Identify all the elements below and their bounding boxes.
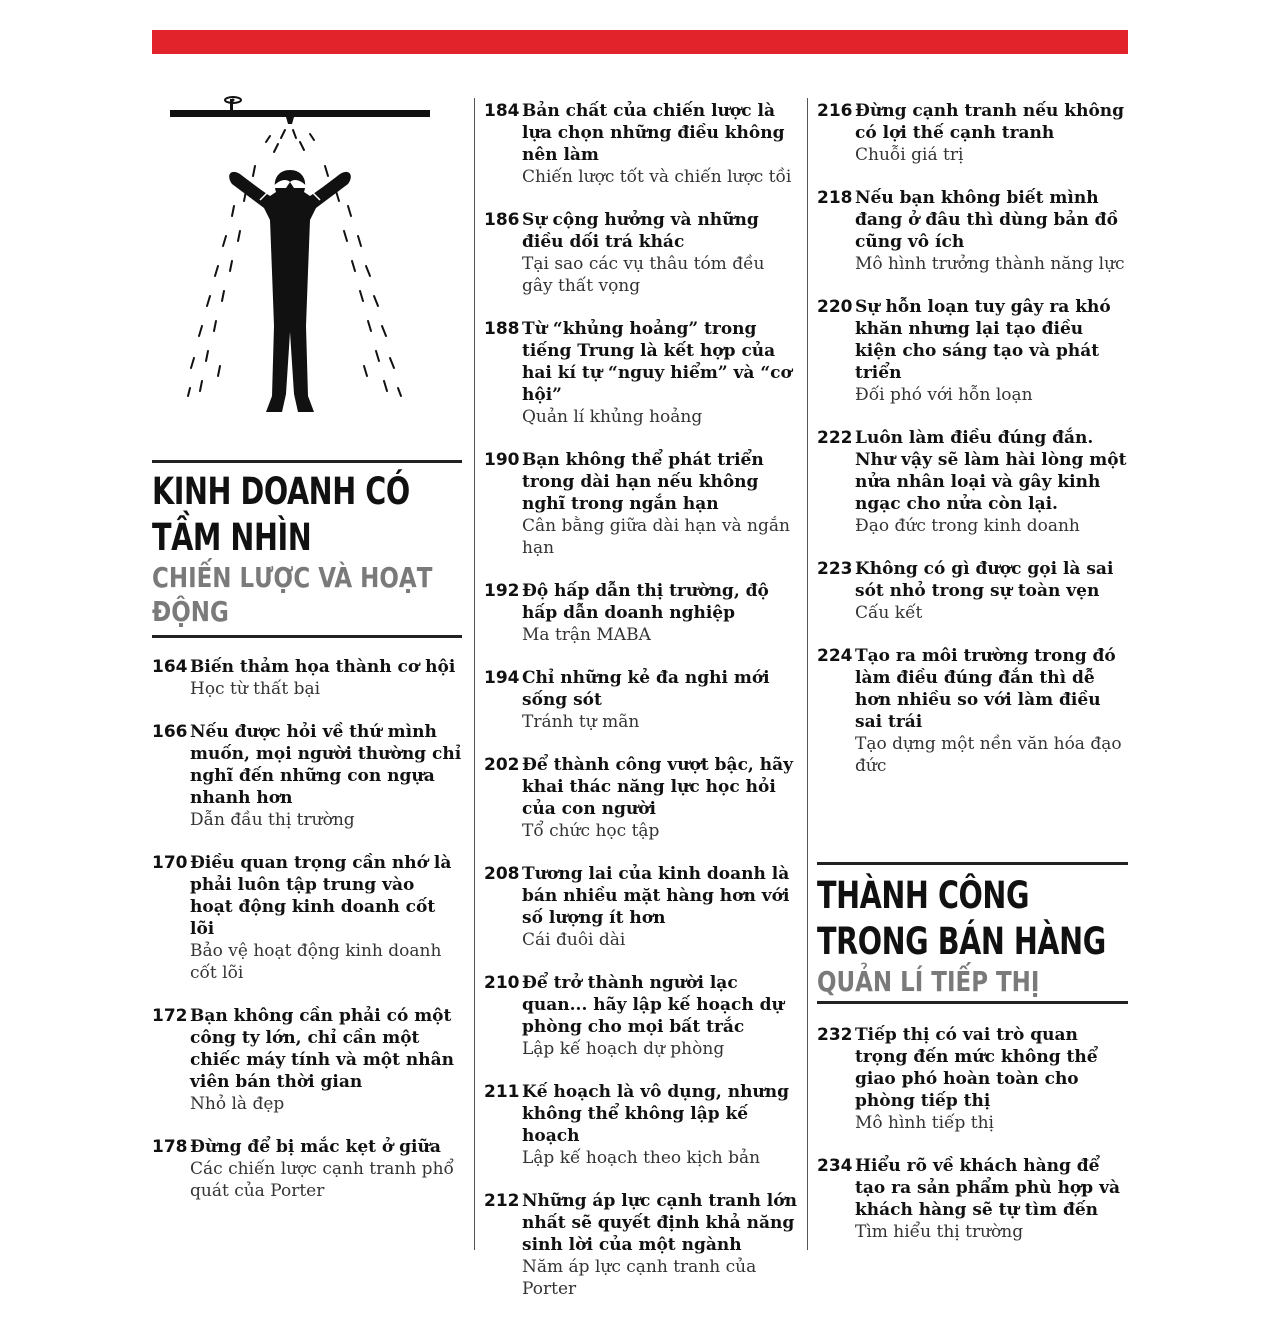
entry-subtitle: Mô hình tiếp thị xyxy=(855,1113,994,1133)
toc-entry xyxy=(484,1081,798,1169)
entry-subtitle: Chiến lược tốt và chiến lược tồi xyxy=(522,167,792,187)
toc-entry-text xyxy=(522,972,798,1060)
entry-subtitle: Đối phó với hỗn loạn xyxy=(855,385,1033,405)
toc-entry xyxy=(484,863,798,951)
section-title-line: KINH DOANH CÓ xyxy=(152,470,410,513)
toc-entry xyxy=(484,972,798,1060)
toc-entry-text xyxy=(522,667,798,733)
page-number: 172 xyxy=(152,1006,188,1026)
toc-entry-text xyxy=(855,427,1128,537)
page-number: 222 xyxy=(817,428,853,448)
entry-subtitle: Tổ chức học tập xyxy=(522,821,660,841)
entry-subtitle: Ma trận MABA xyxy=(522,625,651,645)
entry-title: Để trở thành người lạc quan... hãy lập kế hoạch dự phòng cho mọi bất trắc xyxy=(522,973,784,1037)
toc-entry-text xyxy=(522,318,798,428)
entry-title: Từ “khủng hoảng” trong tiếng Trung là kết hợp của hai kí tự “nguy hiểm” và “cơ hội” xyxy=(522,319,792,405)
toc-entry xyxy=(484,754,798,842)
entry-subtitle: Đạo đức trong kinh doanh xyxy=(855,516,1080,536)
section-title-line: TRONG BÁN HÀNG xyxy=(817,920,1106,963)
entry-subtitle: Các chiến lược cạnh tranh phổ quát của Porter xyxy=(190,1159,454,1201)
page-number: 166 xyxy=(152,722,188,742)
section-title xyxy=(152,463,461,561)
entry-subtitle: Nhỏ là đẹp xyxy=(190,1094,285,1114)
entry-title: Đừng để bị mắc kẹt ở giữa xyxy=(190,1137,441,1157)
entry-subtitle: Bảo vệ hoạt động kinh doanh cốt lõi xyxy=(190,941,442,983)
entry-title: Bản chất của chiến lược là lựa chọn những điều không nên làm xyxy=(522,101,785,165)
page-number: 192 xyxy=(484,581,520,601)
section-subtitle xyxy=(817,965,1128,1001)
toc-column-left xyxy=(152,656,462,1223)
page-number: 211 xyxy=(484,1082,520,1102)
page-number: 184 xyxy=(484,101,520,121)
entry-subtitle: Tạo dựng một nền văn hóa đạo đức xyxy=(855,734,1122,776)
section-subtitle-line: CHIẾN LƯỢC VÀ HOẠT xyxy=(152,561,433,594)
entry-title: Những áp lực cạnh tranh lớn nhất sẽ quyết định khả năng sinh lời của một ngành xyxy=(522,1191,797,1255)
entry-title: Đừng cạnh tranh nếu không có lợi thế cạnh tranh xyxy=(855,101,1125,143)
section-title xyxy=(817,865,1127,965)
toc-entry xyxy=(152,1136,462,1202)
toc-entry-text xyxy=(522,754,798,842)
page-number: 234 xyxy=(817,1156,853,1176)
entry-title: Tương lai của kinh doanh là bán nhiều mặt hàng hơn với số lượng ít hơn xyxy=(522,864,790,928)
entry-title: Tạo ra môi trường trong đó làm điều đúng đắn thì dễ hơn nhiều so với làm điều sai trái xyxy=(855,646,1116,732)
toc-entry xyxy=(152,852,462,984)
toc-entry xyxy=(817,187,1128,275)
page-number: 220 xyxy=(817,297,853,317)
page-number: 164 xyxy=(152,657,188,677)
heading-rule xyxy=(152,635,462,638)
entry-subtitle: Mô hình trưởng thành năng lực xyxy=(855,254,1125,274)
page-number: 210 xyxy=(484,973,520,993)
toc-entry-text xyxy=(190,1005,462,1115)
toc-entry-text xyxy=(190,721,462,831)
page-number: 216 xyxy=(817,101,853,121)
entry-title: Điều quan trọng cần nhớ là phải luôn tập trung vào hoạt động kinh doanh cốt lõi xyxy=(190,853,452,939)
toc-entry xyxy=(817,296,1128,406)
entry-title: Luôn làm điều đúng đắn. Như vậy sẽ làm hài lòng một nửa nhân loại và gây kinh ngạc cho nửa còn lại. xyxy=(855,428,1127,514)
toc-entry xyxy=(152,721,462,831)
toc-entry xyxy=(484,100,798,188)
toc-entry xyxy=(152,656,462,700)
toc-entry-text xyxy=(190,1136,462,1202)
entry-title: Độ hấp dẫn thị trường, độ hấp dẫn doanh nghiệp xyxy=(522,581,769,623)
toc-entry-text xyxy=(522,863,798,951)
section-title-line: THÀNH CÔNG xyxy=(817,874,1030,917)
section-subtitle-line: QUẢN LÍ TIẾP THỊ xyxy=(817,965,1040,998)
page-number: 232 xyxy=(817,1025,853,1045)
entry-title: Bạn không thể phát triển trong dài hạn nếu không nghĩ trong ngắn hạn xyxy=(522,450,764,514)
entry-subtitle: Quản lí khủng hoảng xyxy=(522,407,703,427)
entry-subtitle: Lập kế hoạch dự phòng xyxy=(522,1039,725,1059)
entry-subtitle: Cái đuôi dài xyxy=(522,930,626,950)
section-subtitle-line: ĐỘNG xyxy=(152,595,229,628)
toc-column-middle xyxy=(484,100,798,1321)
toc-entry xyxy=(484,449,798,559)
page-number: 190 xyxy=(484,450,520,470)
toc-entry-text xyxy=(855,187,1128,275)
page-number: 202 xyxy=(484,755,520,775)
page-number: 223 xyxy=(817,559,853,579)
entry-subtitle: Năm áp lực cạnh tranh của Porter xyxy=(522,1257,757,1299)
toc-entry-text xyxy=(190,656,462,700)
toc-entry xyxy=(817,558,1128,624)
entry-subtitle: Cấu kết xyxy=(855,603,923,623)
toc-entry-text xyxy=(855,100,1128,166)
page-number: 218 xyxy=(817,188,853,208)
toc-entry xyxy=(484,1190,798,1300)
toc-entry-text xyxy=(855,645,1128,777)
toc-entry xyxy=(484,580,798,646)
person-showering-icon xyxy=(160,96,440,426)
toc-entry xyxy=(484,667,798,733)
heading-rule xyxy=(817,1001,1128,1004)
page-number: 208 xyxy=(484,864,520,884)
entry-title: Không có gì được gọi là sai sót nhỏ trong sự toàn vẹn xyxy=(855,559,1114,601)
entry-subtitle: Dẫn đầu thị trường xyxy=(190,810,355,830)
toc-entry-text xyxy=(522,1081,798,1169)
entry-title: Để thành công vượt bậc, hãy khai thác năng lực học hỏi của con người xyxy=(522,755,794,819)
page-number: 224 xyxy=(817,646,853,666)
entry-title: Hiểu rõ về khách hàng để tạo ra sản phẩm phù hợp và khách hàng sẽ tự tìm đến xyxy=(855,1156,1120,1220)
toc-entry xyxy=(484,209,798,297)
toc-column-right-lower xyxy=(817,1024,1128,1264)
entry-title: Chỉ những kẻ đa nghi mới sống sót xyxy=(522,668,770,710)
entry-subtitle: Tránh tự mãn xyxy=(522,712,640,732)
toc-entry-text xyxy=(855,1155,1128,1243)
entry-title: Bạn không cần phải có một công ty lớn, chỉ cần một chiếc máy tính và một nhân viên bán thời gian xyxy=(190,1006,455,1092)
section-heading-right xyxy=(817,862,1128,1004)
entry-title: Sự cộng hưởng và những điều dối trá khác xyxy=(522,210,759,252)
toc-entry xyxy=(817,427,1128,537)
entry-title: Kế hoạch là vô dụng, nhưng không thể không lập kế hoạch xyxy=(522,1082,790,1146)
toc-entry xyxy=(484,318,798,428)
toc-entry xyxy=(817,1024,1128,1134)
column-divider xyxy=(474,98,475,1250)
toc-column-right xyxy=(817,100,1128,798)
entry-subtitle: Học từ thất bại xyxy=(190,679,321,699)
entry-subtitle: Chuỗi giá trị xyxy=(855,145,964,165)
toc-entry xyxy=(817,1155,1128,1243)
entry-subtitle: Tìm hiểu thị trường xyxy=(855,1222,1024,1242)
red-top-bar xyxy=(152,30,1128,54)
section-heading-left xyxy=(152,460,462,638)
toc-entry xyxy=(817,645,1128,777)
entry-title: Tiếp thị có vai trò quan trọng đến mức không thể giao phó hoàn toàn cho phòng tiếp thị xyxy=(855,1025,1098,1111)
toc-entry-text xyxy=(855,558,1128,624)
page-number: 188 xyxy=(484,319,520,339)
entry-subtitle: Tại sao các vụ thâu tóm đều gây thất vọng xyxy=(522,254,765,296)
entry-subtitle: Lập kế hoạch theo kịch bản xyxy=(522,1148,761,1168)
page-number: 212 xyxy=(484,1191,520,1211)
page-number: 178 xyxy=(152,1137,188,1157)
entry-subtitle: Cân bằng giữa dài hạn và ngắn hạn xyxy=(522,516,790,558)
toc-entry-text xyxy=(190,852,462,984)
section-title-line: TẦM NHÌN xyxy=(152,516,312,559)
entry-title: Biến thảm họa thành cơ hội xyxy=(190,657,456,677)
toc-entry-text xyxy=(522,209,798,297)
toc-entry xyxy=(152,1005,462,1115)
section-subtitle xyxy=(152,561,462,635)
entry-title: Nếu bạn không biết mình đang ở đâu thì dùng bản đồ cũng vô ích xyxy=(855,188,1118,252)
toc-entry-text xyxy=(855,1024,1128,1134)
page-number: 194 xyxy=(484,668,520,688)
toc-entry-text xyxy=(522,580,798,646)
toc-entry-text xyxy=(522,100,798,188)
page-number: 170 xyxy=(152,853,188,873)
toc-entry xyxy=(817,100,1128,166)
entry-title: Sự hỗn loạn tuy gây ra khó khăn nhưng lại tạo điều kiện cho sáng tạo và phát triển xyxy=(855,297,1111,383)
toc-entry-text xyxy=(522,1190,798,1300)
toc-entry-text xyxy=(855,296,1128,406)
entry-title: Nếu được hỏi về thứ mình muốn, mọi người thường chỉ nghĩ đến những con ngựa nhanh hơn xyxy=(190,722,462,808)
page-number: 186 xyxy=(484,210,520,230)
toc-entry-text xyxy=(522,449,798,559)
column-divider xyxy=(807,98,808,1250)
